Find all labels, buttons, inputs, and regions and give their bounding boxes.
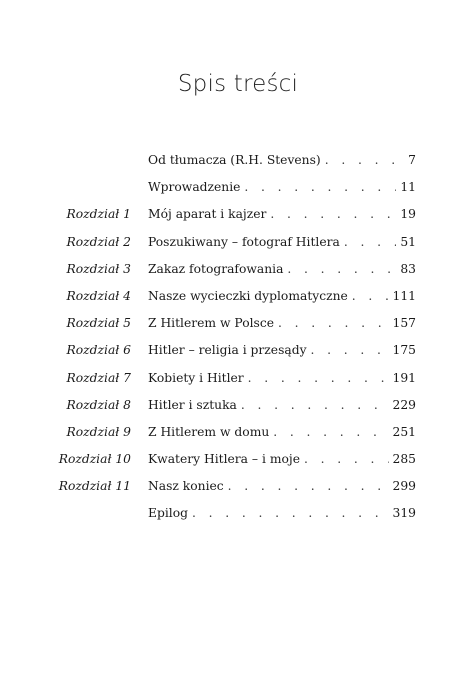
page-number: 111 (392, 288, 416, 303)
toc-entry (148, 505, 416, 521)
entry-title: Wprowadzenie (148, 180, 241, 195)
dot-leader (241, 397, 389, 413)
page-number: 251 (392, 424, 416, 439)
toc-entry (148, 424, 416, 440)
entry-title: Zakaz fotografowania (148, 261, 284, 276)
chapter-label: Rozdział 11 (58, 479, 131, 494)
toc-entry (148, 261, 416, 277)
page-number: 191 (392, 370, 416, 385)
toc-row (0, 505, 476, 532)
entry-title: Nasze wycieczki dyplomatyczne (148, 288, 348, 303)
entry-title: Nasz koniec (148, 479, 224, 494)
dot-leader (344, 234, 397, 250)
toc-entry (148, 451, 416, 467)
page-number: 285 (392, 452, 416, 467)
entry-title: Poszukiwany – fotograf Hitlera (148, 234, 340, 249)
toc-row (0, 152, 476, 179)
toc-row (0, 451, 476, 478)
toc-row (0, 342, 476, 369)
table-of-contents (0, 152, 476, 533)
dot-leader (192, 505, 389, 521)
entry-title: Z Hitlerem w domu (148, 424, 270, 439)
chapter-label: Rozdział 2 (66, 234, 131, 249)
page-number: 7 (408, 153, 416, 167)
toc-entry (148, 179, 416, 195)
toc-row (0, 234, 476, 261)
page-title: Spis treści (177, 71, 299, 98)
page-number: 319 (392, 506, 416, 521)
page-number: 51 (400, 234, 416, 249)
entry-title: Epilog (148, 506, 188, 521)
toc-row (0, 424, 476, 451)
dot-leader (325, 152, 404, 168)
chapter-label: Rozdział 3 (66, 261, 131, 276)
chapter-label: Rozdział 10 (58, 452, 131, 467)
toc-entry (148, 288, 416, 304)
toc-entry (148, 234, 416, 250)
chapter-label: Rozdział 7 (66, 370, 131, 385)
dot-leader (244, 179, 396, 195)
page-number: 175 (392, 343, 416, 358)
toc-entry (148, 342, 416, 358)
page-number: 11 (400, 180, 416, 195)
dot-leader (287, 261, 396, 277)
toc-row (0, 179, 476, 206)
toc-row (0, 397, 476, 424)
chapter-label: Rozdział 5 (66, 316, 131, 331)
chapter-label: Rozdział 9 (66, 424, 131, 439)
toc-entry (148, 370, 416, 386)
page-number: 229 (392, 397, 416, 412)
dot-leader (248, 370, 389, 386)
entry-title: Hitler – religia i przesądy (148, 343, 307, 358)
dot-leader (352, 288, 389, 304)
toc-entry (148, 478, 416, 494)
toc-entry (148, 152, 416, 168)
entry-title: Z Hitlerem w Polsce (148, 316, 275, 331)
toc-row (0, 478, 476, 505)
chapter-label: Rozdział 8 (66, 397, 131, 412)
dot-leader (278, 315, 389, 331)
entry-title: Kobiety i Hitler (148, 370, 244, 385)
toc-row (0, 206, 476, 233)
dot-leader (311, 342, 389, 358)
entry-title: Od tłumacza (R.H. Stevens) (148, 153, 321, 167)
chapter-label: Rozdział 1 (66, 207, 131, 222)
toc-row (0, 261, 476, 288)
dot-leader (304, 451, 389, 467)
toc-row (0, 370, 476, 397)
dot-leader (273, 424, 388, 440)
chapter-label: Rozdział 4 (66, 288, 131, 303)
toc-entry (148, 397, 416, 413)
toc-row (0, 288, 476, 315)
entry-title: Hitler i sztuka (148, 397, 237, 412)
chapter-label: Rozdział 6 (66, 343, 131, 358)
page-number: 19 (400, 207, 416, 222)
entry-title: Mój aparat i kajzer (148, 207, 267, 222)
toc-entry (148, 206, 416, 222)
toc-entry (148, 315, 416, 331)
page-number: 83 (400, 261, 416, 276)
page-number: 157 (392, 316, 416, 331)
dot-leader (270, 206, 396, 222)
toc-row (0, 315, 476, 342)
dot-leader (228, 478, 389, 494)
entry-title: Kwatery Hitlera – i moje (148, 452, 300, 467)
page-number: 299 (392, 479, 416, 494)
